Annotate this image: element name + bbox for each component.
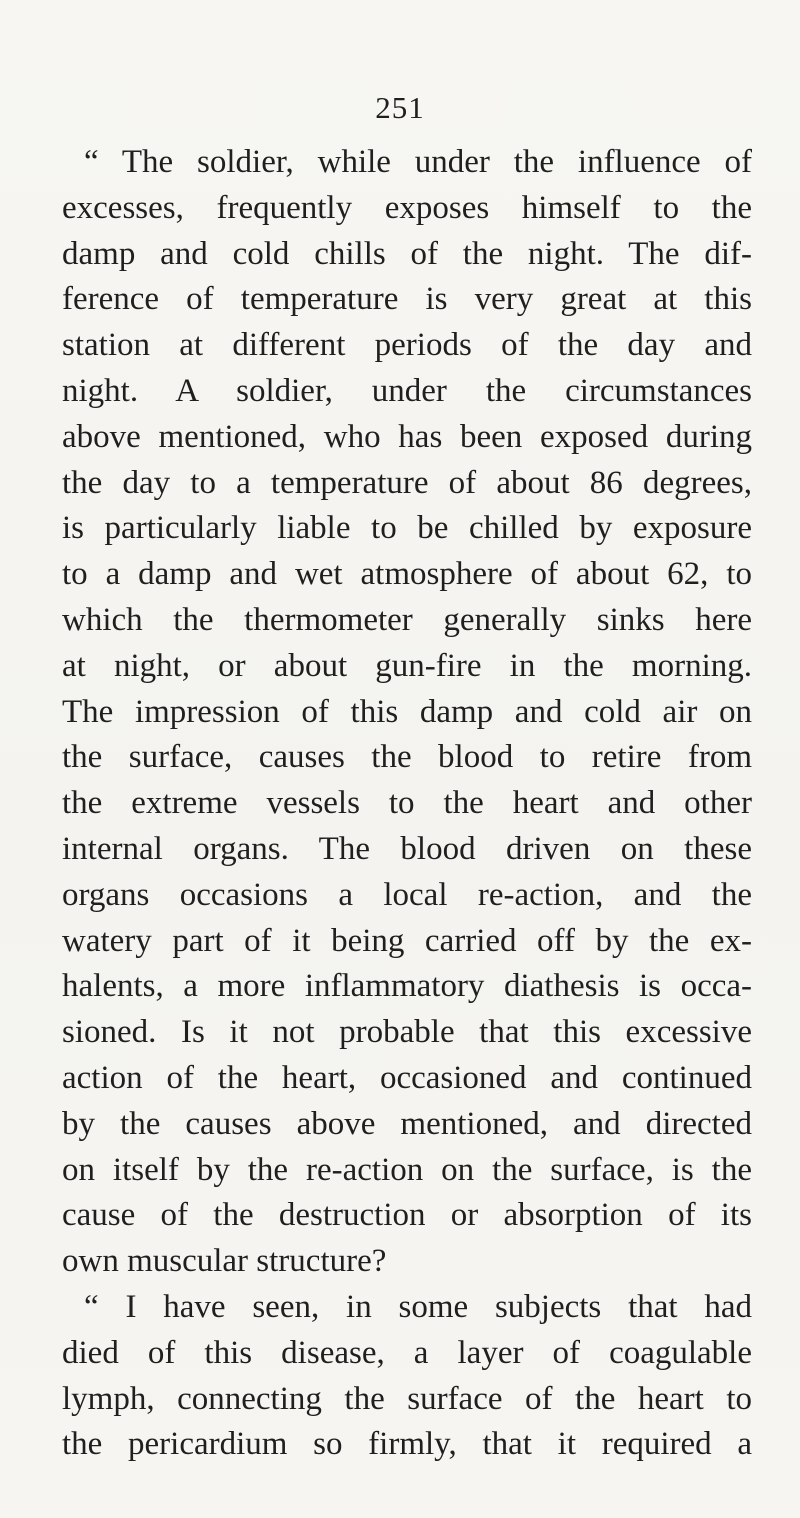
text-line: the surface, causes the blood to retire from [62,739,752,776]
text-line: night. A soldier, under the circumstances [62,372,752,409]
text-line: “ The soldier, while under the influence of [84,144,752,180]
text-line: ference of temperature is very great at this [62,281,752,318]
page-number: 251 [375,90,425,125]
text-line: organs occasions a local re-action, and the [62,876,752,913]
text-line: internal organs. The blood driven on these [62,830,752,867]
text-line: action of the heart, occasioned and continued [62,1059,752,1096]
text-line: to a damp and wet atmosphere of about 62, to [62,556,752,593]
text-line: is particularly liable to be chilled by exposure [62,510,752,547]
text-line: damp and cold chills of the night. The dif- [62,235,752,272]
text-line: own muscular structure? [62,1243,387,1280]
text-line: died of this disease, a layer of coagulable [62,1334,752,1371]
text-line: station at different periods of the day and [62,327,752,364]
text-line: by the causes above mentioned, and directed [62,1105,752,1142]
text-line: at night, or about gun-fire in the morning. [62,647,752,684]
text-line: excesses, frequently exposes himself to the [62,189,752,226]
text-line: the pericardium so firmly, that it required a [62,1426,752,1463]
text-line: “ I have seen, in some subjects that had [84,1288,752,1325]
text-line: the extreme vessels to the heart and other [62,785,752,822]
text-line: halents, a more inflammatory diathesis is occa- [62,968,752,1005]
text-line: above mentioned, who has been exposed during [62,418,752,455]
text-line: cause of the destruction or absorption of its [62,1197,752,1234]
text-line: lymph, connecting the surface of the heart to [62,1380,752,1417]
text-line: watery part of it being carried off by the ex- [62,922,752,959]
text-line: the day to a temperature of about 86 degrees, [62,464,752,501]
text-line: sioned. Is it not probable that this excessive [62,1014,752,1051]
text-line: The impression of this damp and cold air on [62,693,752,730]
text-line: which the thermometer generally sinks here [62,601,752,638]
body-text [62,140,752,1468]
text-line: on itself by the re-action on the surface, is the [62,1151,752,1188]
